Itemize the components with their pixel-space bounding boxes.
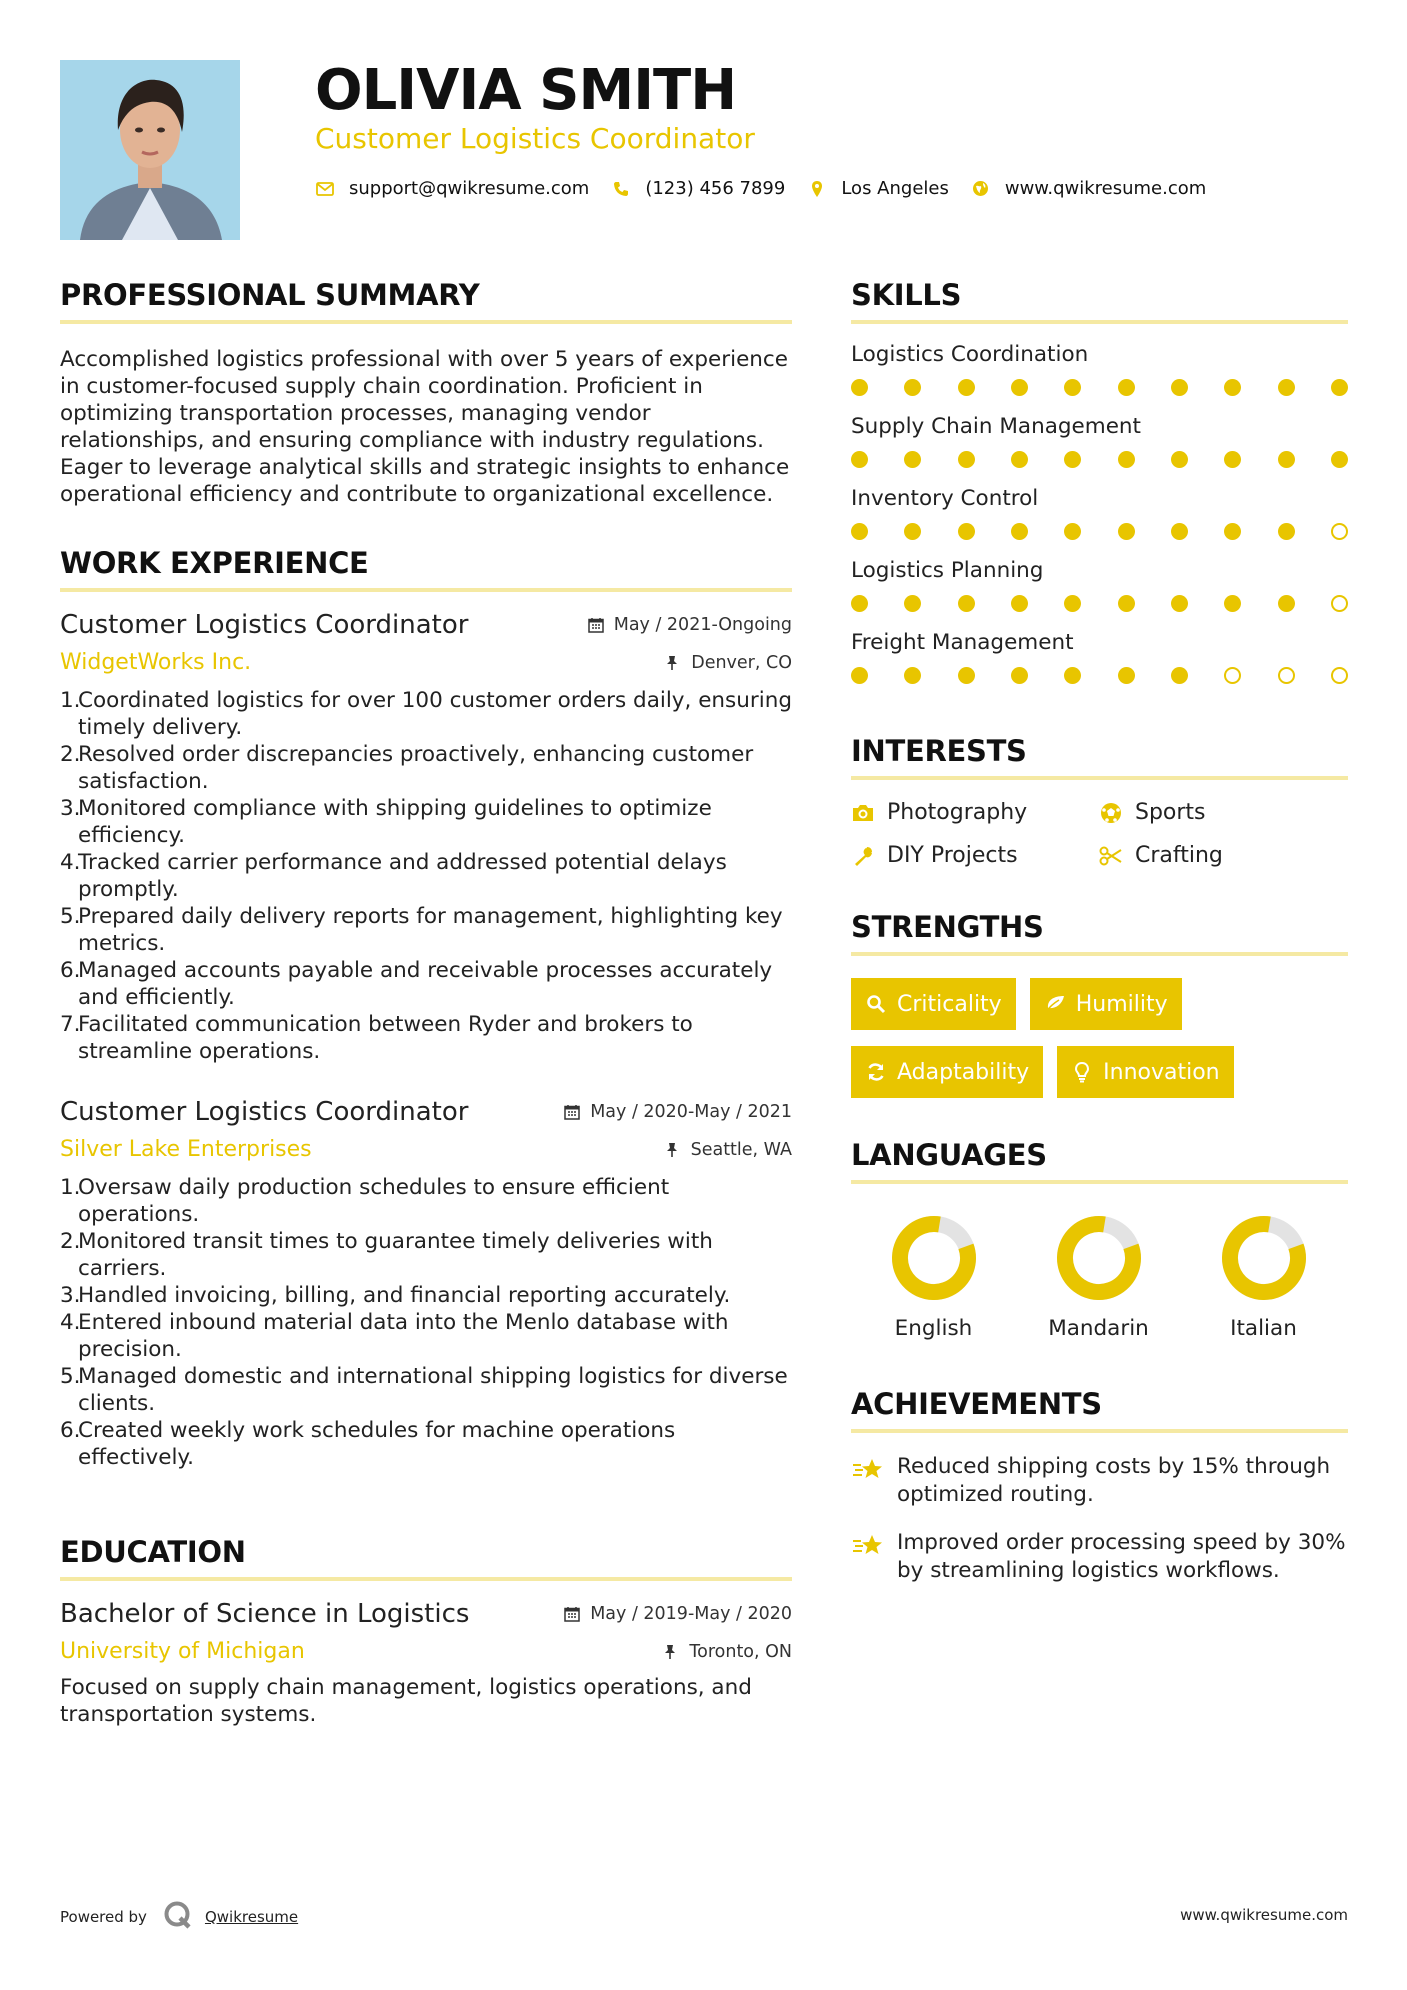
interests-grid: [851, 800, 1348, 868]
achievement-item: Reduced shipping costs by 15% through optimized routing.: [851, 1453, 1348, 1509]
list-item: 2. Monitored transit times to guarantee timely deliveries with carriers.: [60, 1229, 713, 1281]
contact-phone-text: (123) 456 7899: [645, 178, 786, 199]
list-item: 6. Created weekly work schedules for machine operations effectively.: [60, 1418, 676, 1470]
rating-dot-filled: [1118, 523, 1135, 540]
qwikresume-link[interactable]: Qwikresume: [204, 1908, 299, 1926]
list-item: 3. Handled invoicing, billing, and financial reporting accurately.: [60, 1283, 731, 1308]
skill-name: Supply Chain Management: [851, 414, 1141, 439]
rating-dot-filled: [851, 667, 868, 684]
refresh-icon: [865, 1061, 887, 1083]
calendar-icon: [564, 1104, 580, 1120]
education-description: Focused on supply chain management, logistics operations, and transportation systems.: [60, 1675, 752, 1727]
strength-tag: Humility: [1030, 978, 1182, 1030]
powered-by-label: Powered by: [60, 1908, 147, 1926]
language-level-ring: [1220, 1214, 1308, 1302]
rating-dot-filled: [958, 523, 975, 540]
list-item: 1. Oversaw daily production schedules to ensure efficient operations.: [60, 1175, 670, 1227]
language-name: Mandarin: [1048, 1316, 1149, 1341]
rating-dot-filled: [1171, 451, 1188, 468]
achievement-item: Improved order processing speed by 30% by streamlining logistics workflows.: [851, 1529, 1348, 1585]
rating-dot-filled: [904, 667, 921, 684]
language-item: [1016, 1214, 1181, 1341]
rating-dot-filled: [1171, 595, 1188, 612]
calendar-icon: [588, 617, 604, 633]
skill-name: Logistics Planning: [851, 558, 1044, 583]
rating-dot-filled: [1224, 379, 1241, 396]
ring-fill: [890, 1214, 977, 1301]
section-summary: [60, 278, 792, 508]
rating-dot-filled: [958, 379, 975, 396]
skills-heading: SKILLS: [851, 278, 962, 312]
rating-dot-filled: [904, 523, 921, 540]
rating-dot-filled: [1331, 451, 1348, 468]
list-item: 6. Managed accounts payable and receivable processes accurately and efficiently.: [60, 958, 773, 1010]
phone-icon: [611, 179, 631, 199]
interest-item: Photography: [851, 800, 1099, 825]
list-item: 4. Tracked carrier performance and addressed potential delays promptly.: [60, 850, 727, 902]
job-location-text: Seattle, WA: [690, 1139, 792, 1160]
shooting-star-icon: [851, 1453, 885, 1483]
skill-rating: [851, 667, 1348, 684]
languages-heading: LANGUAGES: [851, 1138, 1047, 1172]
company-name: Silver Lake Enterprises: [60, 1137, 312, 1162]
rating-dot-filled: [1064, 523, 1081, 540]
education-entry: [60, 1599, 792, 1728]
envelope-icon: [315, 179, 335, 199]
section-achievements: [851, 1387, 1348, 1585]
rating-dot-filled: [958, 595, 975, 612]
rating-dot-filled: [1064, 667, 1081, 684]
rating-dot-empty: [1224, 667, 1241, 684]
education-location: [663, 1642, 792, 1662]
strength-tag: Innovation: [1057, 1046, 1233, 1098]
skill-name: Inventory Control: [851, 486, 1039, 511]
interest-item: Crafting: [1099, 843, 1347, 868]
job-bullets: [60, 1174, 792, 1471]
rating-dot-empty: [1331, 667, 1348, 684]
degree-title: Bachelor of Science in Logistics: [60, 1599, 470, 1629]
summary-divider: [60, 320, 792, 324]
camera-icon: [851, 801, 875, 825]
rating-dot-filled: [1224, 523, 1241, 540]
contact-location: [807, 178, 949, 199]
school-name: University of Michigan: [60, 1639, 305, 1664]
rating-dot-filled: [1224, 451, 1241, 468]
job-title: Customer Logistics Coordinator: [60, 610, 469, 640]
skill-rating: [851, 379, 1348, 396]
skill-rating: [851, 451, 1348, 468]
candidate-name: OLIVIA SMITH: [315, 58, 737, 123]
rating-dot-filled: [1171, 379, 1188, 396]
rating-dot-filled: [1064, 595, 1081, 612]
globe-icon: [971, 179, 991, 199]
language-level-ring: [890, 1214, 978, 1302]
skill-item: [851, 558, 1348, 612]
interests-divider: [851, 776, 1348, 780]
pushpin-icon: [665, 655, 681, 671]
rating-dot-filled: [1011, 595, 1028, 612]
education-divider: [60, 1577, 792, 1581]
education-date: [564, 1604, 792, 1624]
languages-divider: [851, 1180, 1348, 1184]
achievements-heading: ACHIEVEMENTS: [851, 1387, 1102, 1421]
job-entry: [60, 1097, 792, 1471]
rating-dot-filled: [1064, 451, 1081, 468]
rating-dot-filled: [1331, 379, 1348, 396]
rating-dot-filled: [1278, 451, 1295, 468]
job-location-text: Denver, CO: [691, 652, 792, 673]
skill-name: Freight Management: [851, 630, 1074, 655]
rating-dot-filled: [1118, 595, 1135, 612]
rating-dot-filled: [958, 667, 975, 684]
list-item: 3. Monitored compliance with shipping guidelines to optimize efficiency.: [60, 796, 712, 848]
scissors-icon: [1099, 844, 1123, 868]
list-item: 5. Prepared daily delivery reports for management, highlighting key metrics.: [60, 904, 783, 956]
rating-dot-filled: [1171, 667, 1188, 684]
rating-dot-filled: [1171, 523, 1188, 540]
job-entry: [60, 610, 792, 1065]
rating-dot-filled: [851, 379, 868, 396]
list-item: 1. Coordinated logistics for over 100 customer orders daily, ensuring timely delivery.: [60, 688, 792, 740]
leaf-icon: [1044, 993, 1066, 1015]
right-column: [851, 278, 1348, 1585]
search-icon: [865, 993, 887, 1015]
rating-dot-filled: [904, 379, 921, 396]
job-date: [564, 1102, 792, 1122]
section-interests: [851, 734, 1348, 868]
rating-dot-empty: [1331, 523, 1348, 540]
rating-dot-filled: [1011, 523, 1028, 540]
left-column: [60, 278, 792, 1728]
ring-fill: [1055, 1214, 1142, 1301]
strengths-divider: [851, 952, 1348, 956]
job-date-text: May / 2021-Ongoing: [613, 615, 792, 635]
language-item: [1181, 1214, 1346, 1341]
skill-rating: [851, 595, 1348, 612]
education-date-text: May / 2019-May / 2020: [590, 1604, 792, 1624]
rating-dot-filled: [904, 451, 921, 468]
contact-phone[interactable]: [611, 178, 785, 199]
interest-item: Sports: [1099, 800, 1347, 825]
wrench-icon: [851, 844, 875, 868]
language-level-ring: [1055, 1214, 1143, 1302]
contact-website[interactable]: [971, 178, 1206, 199]
rating-dot-filled: [1064, 379, 1081, 396]
experience-heading: WORK EXPERIENCE: [60, 546, 369, 580]
education-location-text: Toronto, ON: [689, 1641, 792, 1662]
rating-dot-filled: [1118, 667, 1135, 684]
list-item: 2. Resolved order discrepancies proactively, enhancing customer satisfaction.: [60, 742, 754, 794]
language-item: [851, 1214, 1016, 1341]
skill-name: Logistics Coordination: [851, 342, 1089, 367]
rating-dot-filled: [1118, 451, 1135, 468]
map-pin-icon: [807, 179, 827, 199]
profile-photo: [60, 60, 240, 240]
list-item: 5. Managed domestic and international shipping logistics for diverse clients.: [60, 1364, 788, 1416]
experience-divider: [60, 588, 792, 592]
skill-item: [851, 486, 1348, 540]
summary-text: Accomplished logistics professional with over 5 years of experience in customer-focused supply chain coordination. Proficient in optimizing transportation processes, managing vendor relationships, and ensuring compliance with industry regulations. Eager to leverage analytical skills and strategic insights to enhance operational efficiency and contribute to organizational excellence.: [60, 347, 790, 507]
contact-email[interactable]: [315, 178, 589, 199]
job-title: Customer Logistics Coordinator: [60, 1097, 469, 1127]
section-skills: [851, 278, 1348, 684]
candidate-role: Customer Logistics Coordinator: [315, 122, 755, 155]
rating-dot-filled: [1118, 379, 1135, 396]
calendar-icon: [564, 1606, 580, 1622]
strength-tag: Adaptability: [851, 1046, 1043, 1098]
rating-dot-empty: [1331, 595, 1348, 612]
rating-dot-filled: [1011, 667, 1028, 684]
contact-website-text: www.qwikresume.com: [1004, 178, 1207, 199]
section-languages: [851, 1138, 1348, 1341]
soccer-ball-icon: [1099, 801, 1123, 825]
skills-list: [851, 342, 1348, 684]
rating-dot-filled: [851, 523, 868, 540]
footer-url[interactable]: www.qwikresume.com: [1180, 1906, 1348, 1924]
rating-dot-empty: [1278, 667, 1295, 684]
language-name: Italian: [1230, 1316, 1297, 1341]
section-education: [60, 1535, 792, 1728]
rating-dot-filled: [1011, 451, 1028, 468]
skill-rating: [851, 523, 1348, 540]
strengths-tags: [851, 978, 1271, 1098]
rating-dot-filled: [1278, 379, 1295, 396]
footer-powered-by: [60, 1900, 298, 1934]
lightbulb-icon: [1071, 1061, 1093, 1083]
strengths-heading: STRENGTHS: [851, 910, 1044, 944]
pushpin-icon: [665, 1142, 681, 1158]
rating-dot-filled: [1278, 595, 1295, 612]
job-location: [665, 653, 792, 673]
rating-dot-filled: [1011, 379, 1028, 396]
skill-item: [851, 414, 1348, 468]
job-bullets: [60, 687, 792, 1065]
strength-tag: Criticality: [851, 978, 1016, 1030]
rating-dot-filled: [1224, 595, 1241, 612]
pushpin-icon: [663, 1644, 679, 1660]
qwikresume-logo-icon: [163, 1900, 193, 1934]
languages-list: [851, 1214, 1348, 1341]
section-strengths: [851, 910, 1348, 1098]
ring-fill: [1220, 1214, 1307, 1301]
rating-dot-filled: [851, 595, 868, 612]
list-item: 7. Facilitated communication between Ryder and brokers to streamline operations.: [60, 1012, 693, 1064]
company-name: WidgetWorks Inc.: [60, 650, 252, 675]
language-name: English: [894, 1316, 973, 1341]
shooting-star-icon: [851, 1529, 885, 1559]
rating-dot-filled: [1278, 523, 1295, 540]
interest-item: DIY Projects: [851, 843, 1099, 868]
rating-dot-filled: [904, 595, 921, 612]
skill-item: [851, 630, 1348, 684]
job-location: [665, 1140, 792, 1160]
rating-dot-filled: [851, 451, 868, 468]
summary-heading: PROFESSIONAL SUMMARY: [60, 278, 480, 312]
rating-dot-filled: [958, 451, 975, 468]
section-experience: [60, 546, 792, 1471]
education-heading: EDUCATION: [60, 1535, 246, 1569]
contact-bar: [315, 178, 1228, 199]
skills-divider: [851, 320, 1348, 324]
contact-location-text: Los Angeles: [841, 178, 949, 199]
list-item: 4. Entered inbound material data into the Menlo database with precision.: [60, 1310, 729, 1362]
job-date-text: May / 2020-May / 2021: [590, 1102, 792, 1122]
interests-heading: INTERESTS: [851, 734, 1027, 768]
job-date: [588, 615, 792, 635]
achievements-divider: [851, 1429, 1348, 1433]
contact-email-text: support@qwikresume.com: [349, 178, 590, 199]
skill-item: [851, 342, 1348, 396]
